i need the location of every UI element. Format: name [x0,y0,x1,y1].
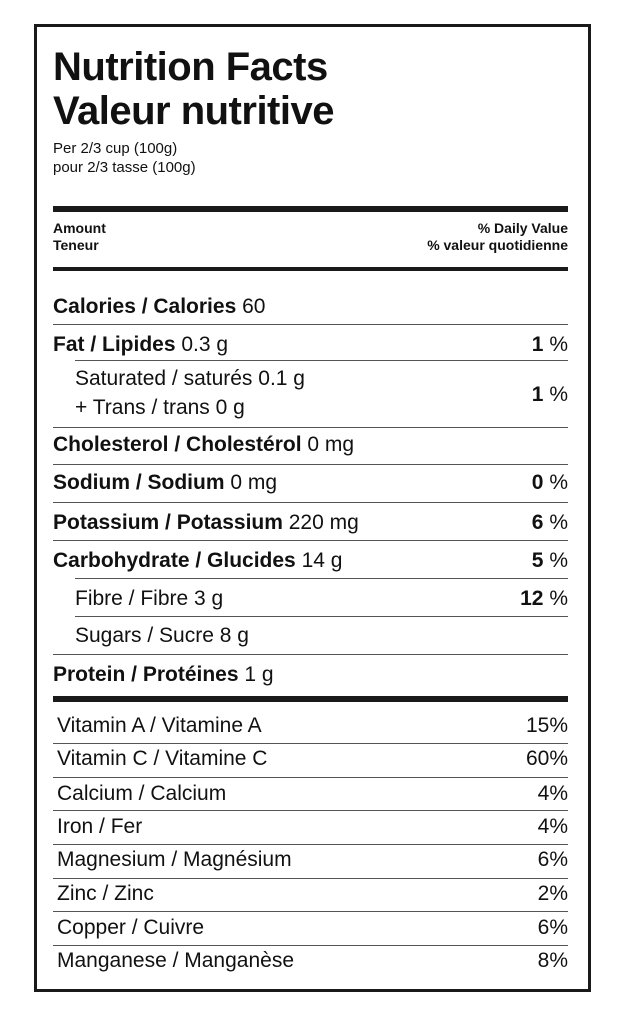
title-english: Nutrition Facts [53,45,328,89]
potassium-dv-number: 6 [531,511,544,534]
divider-thin [53,810,568,811]
carbohydrate-dv-unit: % [543,549,568,572]
vitamin-daily-value: 60% [525,747,568,770]
vitamin-daily-value: 6% [537,848,568,871]
fibre-dv-number: 12 [520,587,544,610]
carbohydrate-amount: 14 g [295,549,343,572]
saturated-line-1: Saturated / saturés 0.1 g [75,367,305,390]
vitamin-name: Iron / Fer [57,815,143,838]
daily-value-header [427,220,568,254]
trans-line-2: + Trans / trans 0 g [75,396,245,419]
daily-value-header-english: % Daily Value [477,220,568,236]
amount-header [53,220,106,254]
carbohydrate-text [53,549,342,573]
fat-amount: 0.3 g [175,333,229,356]
fibre-daily-value [520,587,568,611]
divider-medium [53,267,568,271]
divider-thin [53,502,568,503]
cholesterol-text [53,433,354,457]
sodium-label: Sodium / Sodium [53,471,225,494]
divider-thin [53,654,568,655]
fat-daily-value [532,333,568,357]
daily-value-header-french: % valeur quotidienne [427,237,568,253]
divider-thin [53,911,568,912]
divider-thin [53,427,568,428]
vitamin-daily-value: 6% [537,916,568,939]
vitamin-name: Zinc / Zinc [57,882,154,905]
divider-thin [53,777,568,778]
protein-label: Protein / Protéines [53,663,239,686]
saturated-daily-value [532,383,568,407]
vitamin-daily-value: 4% [537,815,568,838]
divider-thin [53,945,568,946]
amount-header-english: Amount [53,220,106,236]
vitamin-daily-value: 2% [537,882,568,905]
saturated-dv-unit: % [543,383,568,406]
potassium-text [53,511,359,535]
vitamin-name: Copper / Cuivre [57,916,205,939]
vitamin-daily-value: 8% [537,949,568,972]
divider-thin [53,540,568,541]
potassium-amount: 220 mg [282,511,359,534]
sugars-label: Sugars / Sucre 8 g [75,624,249,647]
divider-thin [53,324,568,325]
saturated-dv-number: 1 [531,383,544,406]
divider-thin [53,743,568,744]
potassium-label: Potassium / Potassium [53,511,283,534]
title-french: Valeur nutritive [53,89,334,133]
vitamin-name: Vitamin C / Vitamine C [57,747,268,770]
divider-thin [75,360,568,361]
fat-label: Fat / Lipides [53,333,176,356]
serving-size-english: Per 2/3 cup (100g) [53,140,178,157]
fibre-label: Fibre / Fibre 3 g [75,587,224,610]
fibre-dv-unit: % [543,587,568,610]
sodium-text [53,471,277,495]
calories-text [53,295,265,319]
calories-label: Calories / Calories [53,295,237,318]
divider-thick [53,696,568,702]
cholesterol-label: Cholesterol / Cholestérol [53,433,302,456]
sodium-dv-number: 0 [531,471,544,494]
vitamin-name: Vitamin A / Vitamine A [57,714,262,737]
protein-text [53,663,274,687]
divider-thin [53,878,568,879]
divider-thin [53,844,568,845]
carbohydrate-label: Carbohydrate / Glucides [53,549,296,572]
calories-amount: 60 [236,295,266,318]
fat-dv-number: 1 [531,333,544,356]
potassium-daily-value [532,511,568,535]
fat-dv-unit: % [543,333,568,356]
fat-text [53,333,228,357]
vitamin-daily-value: 4% [537,782,568,805]
carbohydrate-dv-number: 5 [531,549,544,572]
vitamin-name: Magnesium / Magnésium [57,848,292,871]
serving-size-french: pour 2/3 tasse (100g) [53,159,196,176]
nutrition-facts-label [34,24,591,992]
sodium-daily-value [532,471,568,495]
carbohydrate-daily-value [532,549,568,573]
divider-thin [75,578,568,579]
divider-thin [53,464,568,465]
divider-thin [75,616,568,617]
vitamin-name: Calcium / Calcium [57,782,227,805]
vitamin-name: Manganese / Manganèse [57,949,294,972]
amount-header-french: Teneur [53,237,99,253]
cholesterol-amount: 0 mg [301,433,355,456]
divider-thick [53,206,568,212]
sodium-amount: 0 mg [224,471,278,494]
protein-amount: 1 g [238,663,274,686]
potassium-dv-unit: % [543,511,568,534]
vitamin-daily-value: 15% [525,714,568,737]
sodium-dv-unit: % [543,471,568,494]
